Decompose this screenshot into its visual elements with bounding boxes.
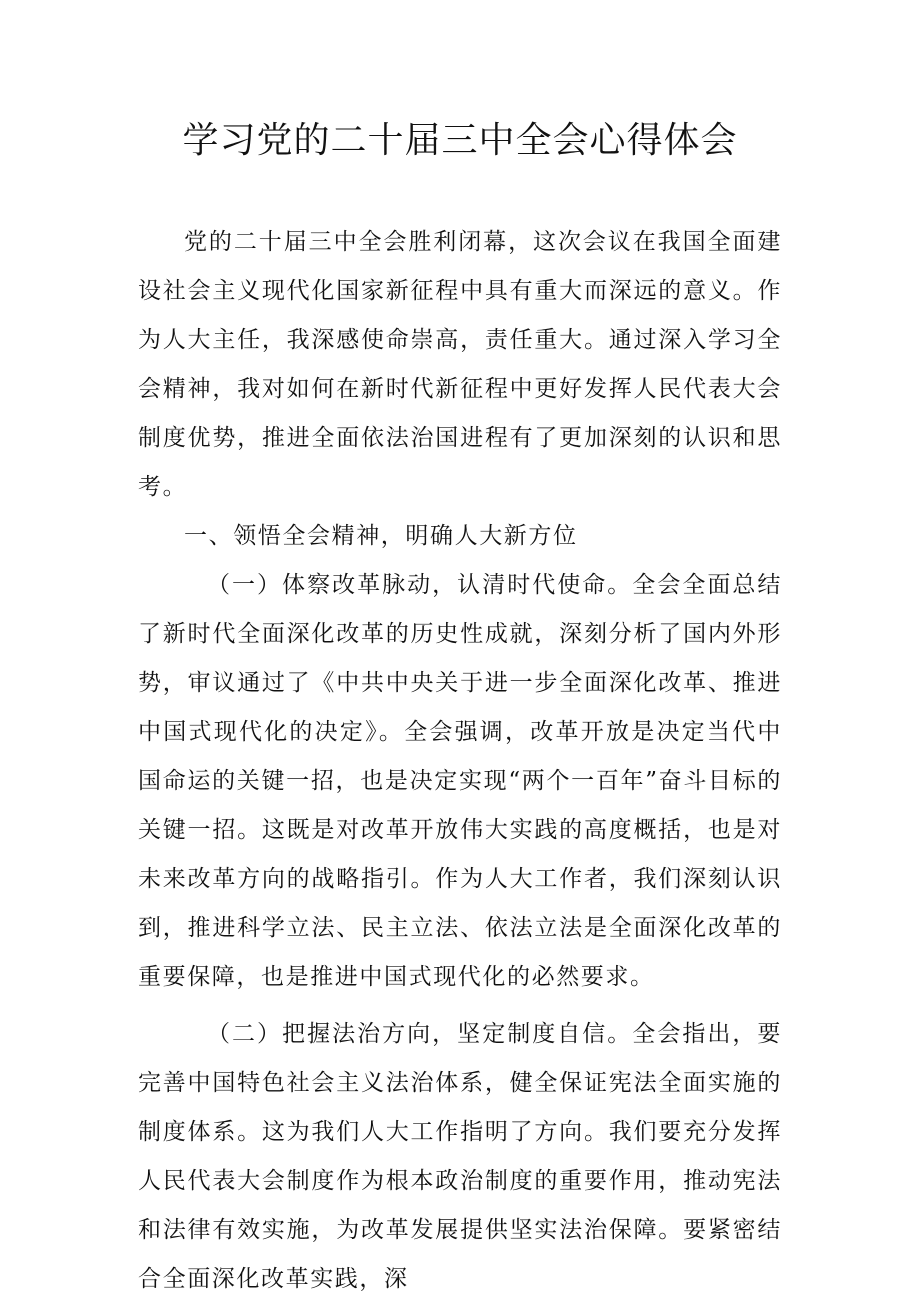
intro-paragraph: 党的二十届三中全会胜利闭幕，这次会议在我国全面建设社会主义现代化国家新征程中具有重大而深远的意义。作为人大主任，我深感使命崇高，责任重大。通过深入学习全会精神，我对如何在新时代新征程中更好发挥人民代表大会制度优势，推进全面依法治国进程有了更加深刻的认识和思考。: [138, 229, 782, 500]
section-1-paragraph-2: （二）把握法治方向，坚定制度自信。全会指出，要完善中国特色社会主义法治体系，健全保证宪法全面实施的制度体系。这为我们人大工作指明了方向。我们要充分发挥人民代表大会制度作为根本政治制度的重要作用，推动宪法和法律有效实施，为改革发展提供坚实法治保障。要紧密结合全面深化改革实践，深: [138, 1021, 782, 1292]
section-1-paragraph-1: （一）体察改革脉动，认清时代使命。全会全面总结了新时代全面深化改革的历史性成就，深刻分析了国内外形势，审议通过了《中共中央关于进一步全面深化改革、推进中国式现代化的决定》。全会强调，改革开放是决定当代中国命运的关键一招，也是决定实现“两个一百年”奋斗目标的关键一招。这既是对改革开放伟大实践的高度概括，也是对未来改革方向的战略指引。作为人大工作者，我们深刻认识到，推进科学立法、民主立法、依法立法是全面深化改革的重要保障，也是推进中国式现代化的必然要求。: [138, 572, 782, 990]
section-heading-1: 一、领悟全会精神，明确人大新方位: [184, 523, 578, 549]
document-title: 学习党的二十届三中全会心得体会: [182, 120, 738, 161]
